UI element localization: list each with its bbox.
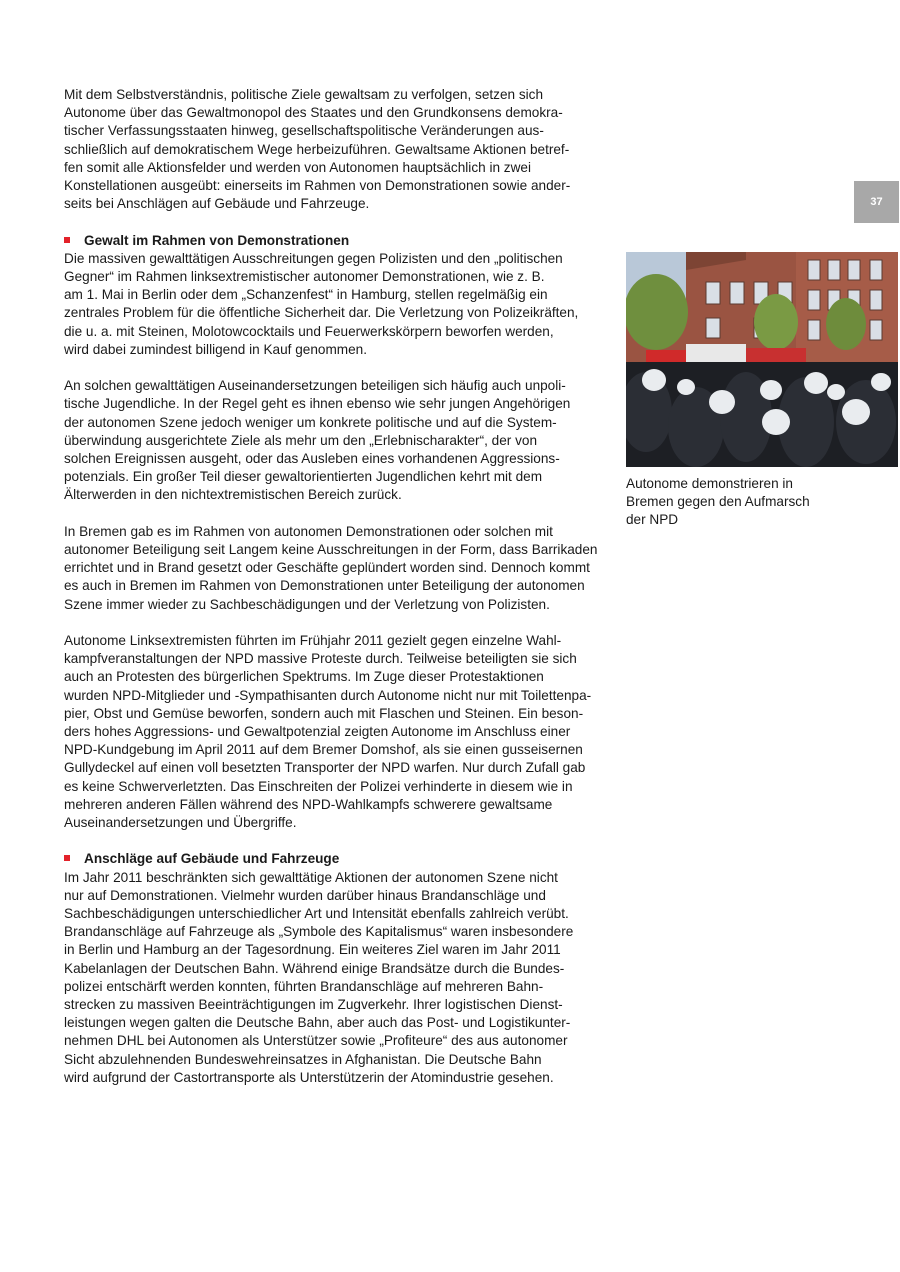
paragraph (64, 869, 612, 1087)
text-line: strecken zu massiven Beeinträchtigungen im Zugverkehr. Ihrer logistischen Dienst- (64, 997, 563, 1013)
text-line: leistungen wegen galten die Deutsche Bahn, aber auch das Post- und Logistikunter- (64, 1015, 571, 1031)
text-line: am 1. Mai in Berlin oder dem „Schanzenfest“ in Hamburg, stellen regelmäßig ein (64, 287, 548, 303)
text-line: nur auf Demonstrationen. Vielmehr wurden darüber hinaus Brandanschläge und (64, 887, 546, 903)
text-line: Gullydeckel auf einen voll besetzten Transporter der NPD warfen. Nur durch Zufall gab (64, 760, 586, 776)
text-line: pier, Obst und Gemüse beworfen, sondern auch mit Flaschen und Steinen. Ein beson- (64, 705, 584, 721)
text-line: NPD-Kundgebung im April 2011 auf dem Bremer Domshof, als sie einen gusseisernen (64, 742, 583, 758)
text-line: ders hohes Aggressions- und Gewaltpotenzial zeigten Autonome im Anschluss einer (64, 724, 571, 740)
text-line: potenzials. Ein großer Teil dieser gewaltorientierten Jugendlichen kehrt mit dem (64, 469, 543, 485)
text-line: zentrales Problem für die öffentliche Sicherheit dar. Die Verletzung von Polizeikräften, (64, 305, 579, 321)
caption-line: Bremen gegen den Aufmarsch (626, 494, 810, 510)
text-line: Älterwerden in den nichtextremistischen Bereich zurück. (64, 487, 402, 503)
paragraph (64, 523, 612, 614)
paragraph (64, 632, 612, 832)
text-line: Mit dem Selbstverständnis, politische Ziele gewaltsam zu verfolgen, setzen sich (64, 87, 544, 102)
text-line: An solchen gewalttätigen Auseinandersetzungen beteiligen sich häufig auch unpoli- (64, 378, 566, 394)
text-line: Autonome über das Gewaltmonopol des Staates und den Grundkonsens demokra- (64, 105, 563, 121)
text-line: Sicht abzulehnenden Bundeswehreinsatzes in Afghanistan. Die Deutsche Bahn (64, 1051, 542, 1067)
text-line: schließlich auf demokratischem Wege herbeizuführen. Gewaltsame Aktionen betref- (64, 141, 570, 157)
text-line: Brandanschläge auf Fahrzeuge als „Symbole des Kapitalismus“ waren insbesondere (64, 924, 574, 940)
text-line: Im Jahr 2011 beschränkten sich gewalttätige Aktionen der autonomen Szene nicht (64, 869, 558, 885)
text-line: Szene immer wieder zu Sachbeschädigungen und der Verletzung von Polizisten. (64, 596, 550, 612)
red-square-bullet-icon (64, 855, 70, 861)
text-line: solchen Ereignissen ausgeht, oder das Ausleben eines vorhandenen Aggressions- (64, 451, 560, 467)
intro-paragraph (64, 86, 612, 213)
caption-line: der NPD (626, 512, 679, 528)
text-line: tische Jugendliche. In der Regel geht es ihnen ebenso wie sehr jungen Angehörigen (64, 396, 571, 412)
text-line: Gegner“ im Rahmen linksextremistischer autonomer Demonstrationen, wie z. B. (64, 269, 545, 285)
text-line: Auseinandersetzungen und Übergriffe. (64, 815, 297, 831)
text-line: Autonome Linksextremisten führten im Frühjahr 2011 gezielt gegen einzelne Wahl- (64, 633, 562, 649)
text-line: Konstellationen ausgeübt: einerseits im Rahmen von Demonstrationen sowie ander- (64, 178, 571, 194)
text-line: fen somit alle Aktionsfelder und werden von Autonomen hauptsächlich in zwei (64, 159, 531, 175)
caption-line: Autonome demonstrieren in (626, 476, 793, 491)
text-line: Die massiven gewalttätigen Ausschreitungen gegen Polizisten und den „politischen (64, 250, 563, 266)
red-square-bullet-icon (64, 237, 70, 243)
text-line: die u. a. mit Steinen, Molotowcocktails und Feuerwerkskörpern beworfen werden, (64, 323, 554, 339)
photo-caption (626, 475, 856, 530)
paragraph (64, 250, 612, 359)
text-line: es auch in Bremen im Rahmen von Demonstrationen unter Beteiligung der autonomen (64, 578, 585, 594)
text-line: mehreren anderen Fällen während des NPD-Wahlkampfs schwerere gewaltsame (64, 796, 553, 812)
heading-text: Anschläge auf Gebäude und Fahrzeuge (84, 851, 340, 867)
text-line: wird dabei zumindest billigend in Kauf genommen. (64, 341, 368, 357)
text-line: In Bremen gab es im Rahmen von autonomen Demonstrationen oder solchen mit (64, 523, 553, 539)
text-line: in Berlin und Hamburg an der Tagesordnung. Ein weiteres Ziel waren im Jahr 2011 (64, 942, 561, 958)
text-line: auch an Protesten des bürgerlichen Spektrums. Im Zuge dieser Protestaktionen (64, 669, 544, 685)
text-line: es keine Schwerverletzten. Das Einschreiten der Polizei verhinderte in diesem wie in (64, 778, 573, 794)
section-heading-attacks (64, 850, 612, 868)
text-line: seits bei Anschlägen auf Gebäude und Fahrzeuge. (64, 196, 370, 212)
text-line: autonomer Beteiligung seit Langem keine Ausschreitungen in der Form, dass Barrikaden (64, 542, 598, 558)
text-line: nehmen DHL bei Autonomen als Unterstützer sowie „Profiteure“ des aus autonomer (64, 1033, 568, 1049)
demonstration-photo (626, 252, 898, 467)
text-line: wurden NPD-Mitglieder und -Sympathisanten durch Autonome nicht nur mit Toilettenpa- (64, 687, 592, 703)
page-number: 37 (870, 196, 883, 208)
page-number-tab (854, 181, 899, 223)
text-line: errichtet und in Brand gesetzt oder Geschäfte geplündert worden sind. Dennoch kommt (64, 560, 590, 576)
text-line: der autonomen Szene jedoch weniger um konkrete politische und auf die System- (64, 414, 557, 430)
text-line: Sachbeschädigungen unterschiedlicher Art und Intensität ebenfalls zahlreich verübt. (64, 906, 569, 922)
text-line: wird aufgrund der Castortransporte als Unterstützerin der Atomindustrie gesehen. (64, 1069, 554, 1085)
heading-text: Gewalt im Rahmen von Demonstrationen (84, 232, 350, 248)
text-line: Kabelanlagen der Deutschen Bahn. Während einige Brandsätze durch die Bundes- (64, 960, 565, 976)
main-text-column (64, 86, 612, 1087)
text-line: kampfveranstaltungen der NPD massive Proteste durch. Teilweise beteiligten sie sich (64, 651, 577, 667)
text-line: polizei entschärft werden konnten, führten Brandanschläge auf mehreren Bahn- (64, 978, 544, 994)
section-heading-demonstrations (64, 232, 612, 250)
paragraph (64, 377, 612, 504)
text-line: tischer Verfassungsstaaten hinweg, gesellschaftspolitische Veränderungen aus- (64, 123, 544, 139)
text-line: überwindung ausgerichtete Ziele als mehr um den „Erlebnischarakter“, der von (64, 432, 538, 448)
